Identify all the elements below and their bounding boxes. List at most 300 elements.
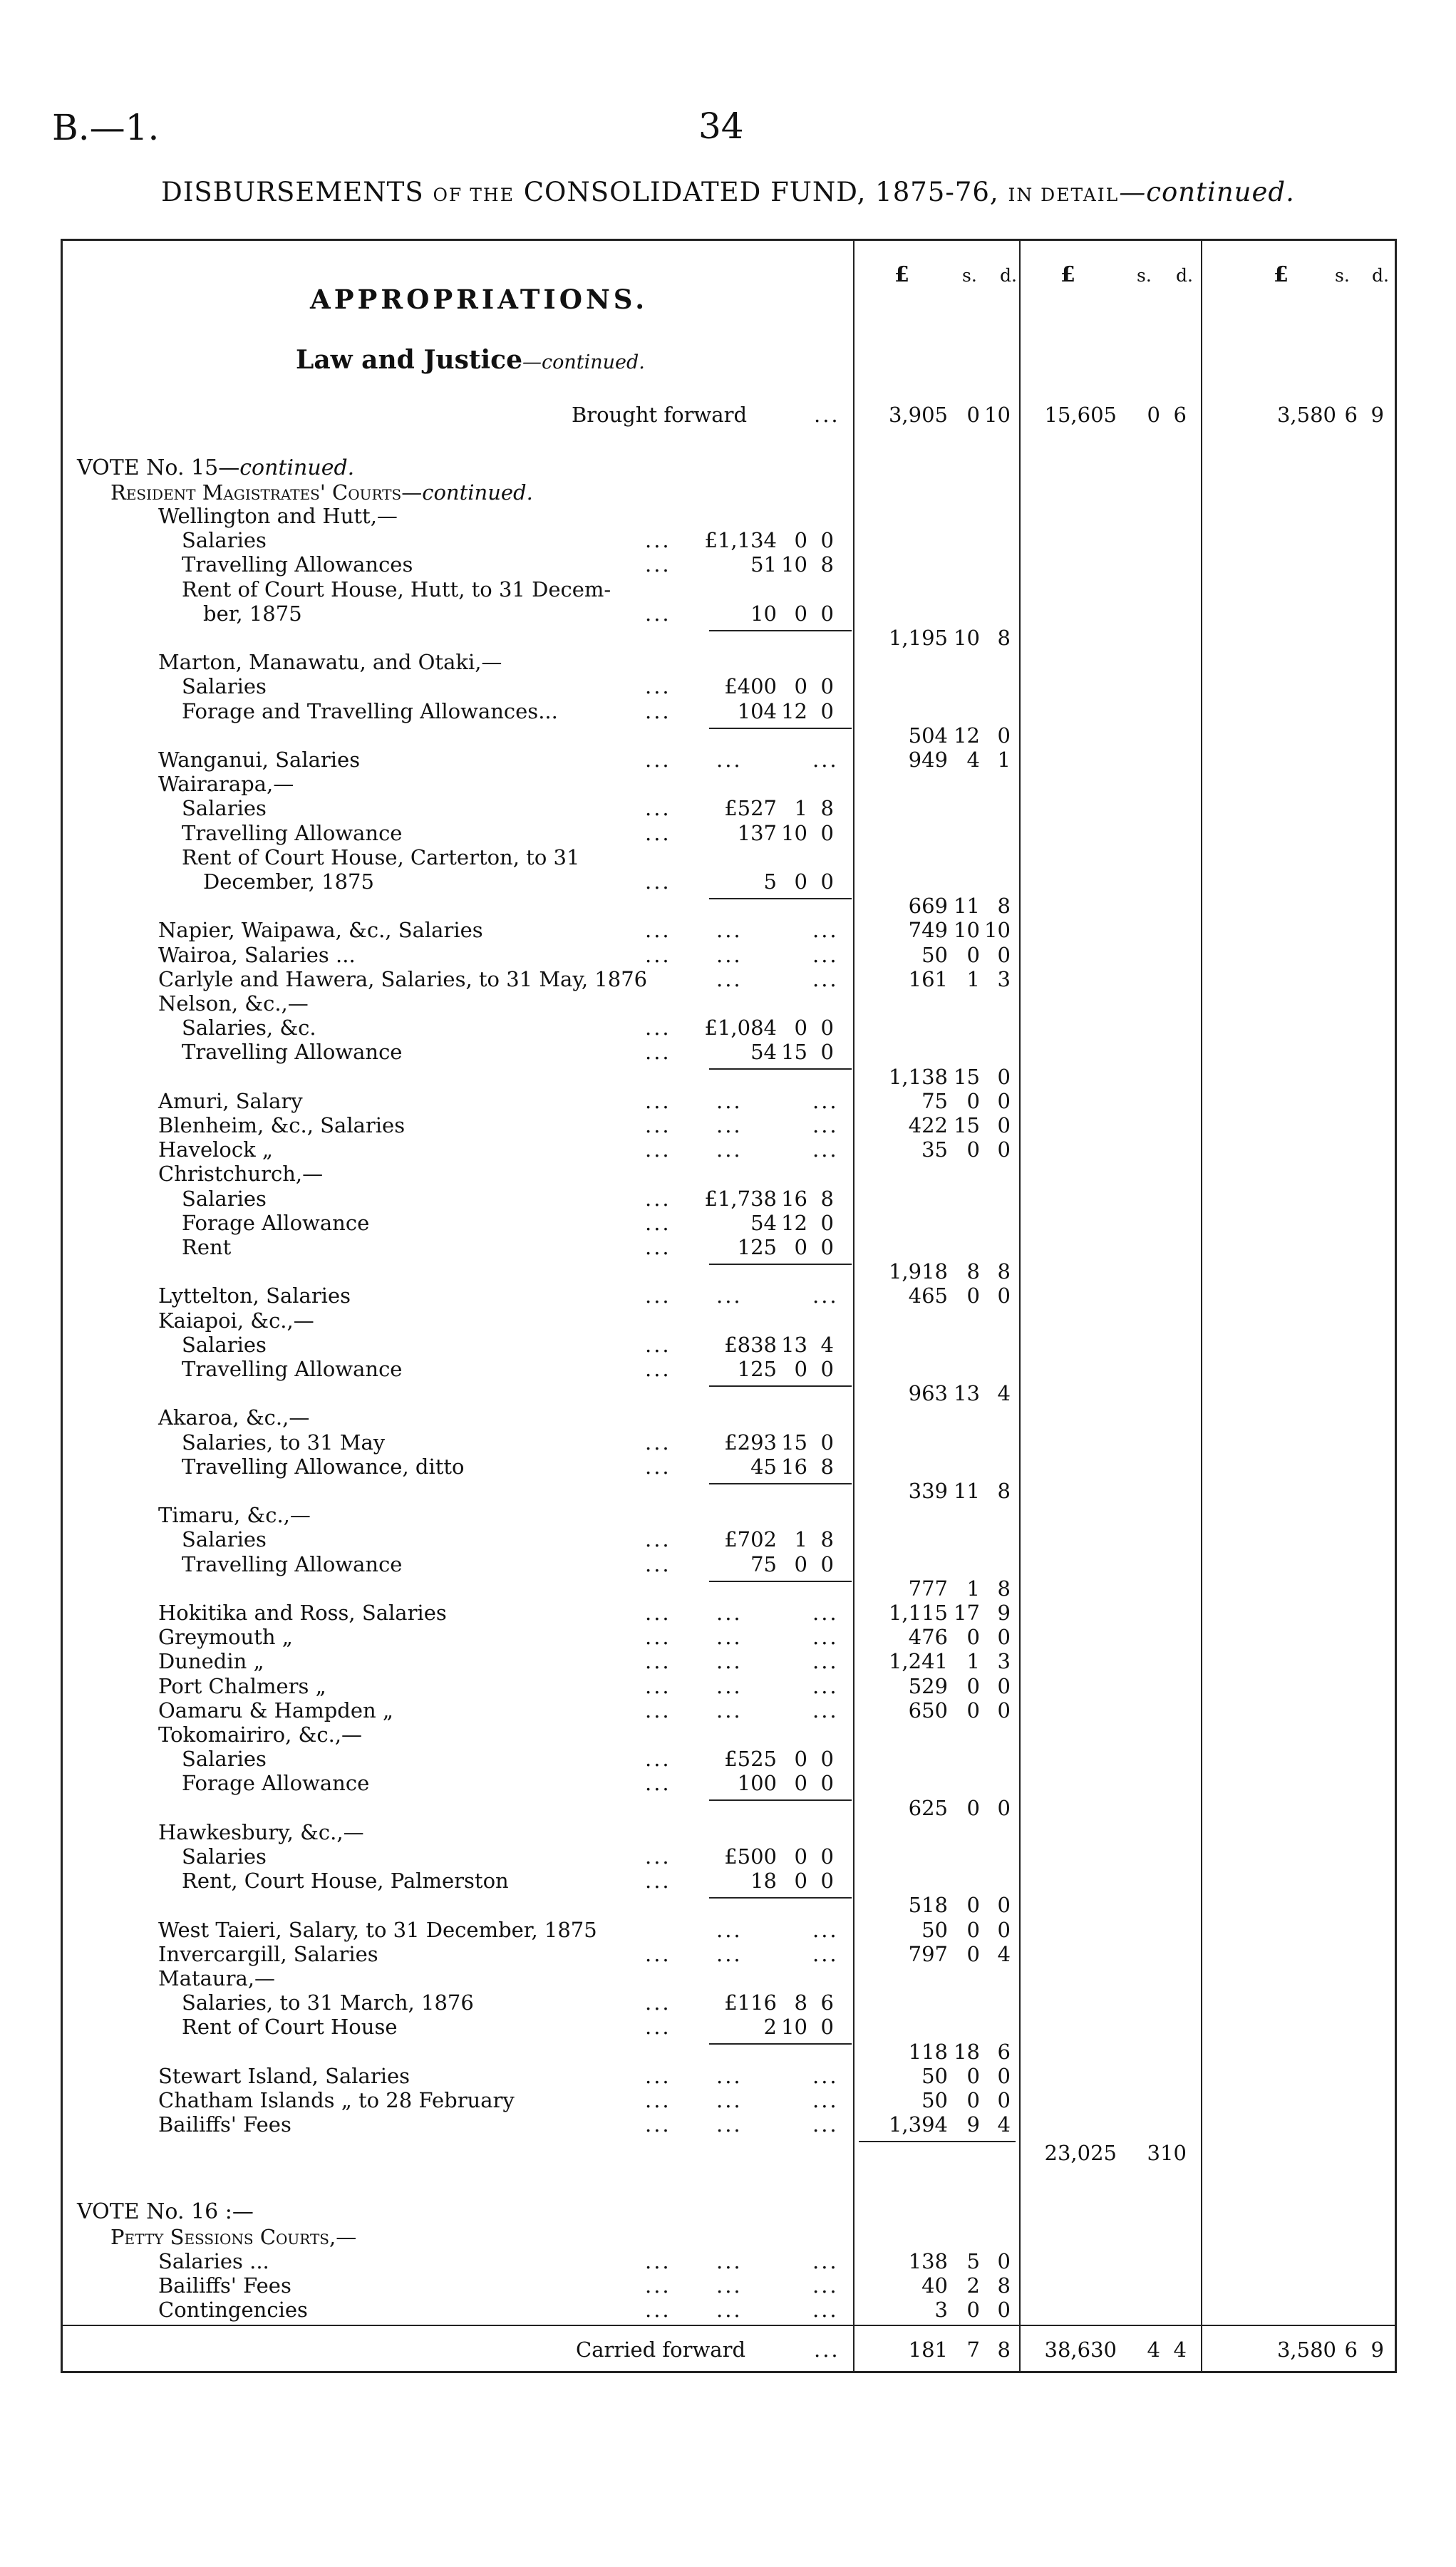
- subtotal-pounds: 161: [908, 967, 948, 991]
- item-label: Bailiffs' Fees: [158, 2112, 291, 2137]
- item-label: Salaries: [182, 1844, 267, 1869]
- detail-pence: 0: [820, 1211, 834, 1235]
- detail-shillings: 1: [794, 1527, 807, 1551]
- leader-dots: ...: [716, 2249, 743, 2273]
- cf-c1-shillings: 7: [966, 2338, 980, 2362]
- table-row: [0, 869, 1456, 894]
- table-row: [0, 1259, 1456, 1284]
- item-label: Nelson, &c.,—: [158, 991, 309, 1016]
- item-label: Wellington and Hutt,—: [158, 504, 398, 528]
- appropriations-heading: APPROPRIATIONS.: [310, 284, 649, 315]
- leader-dots: ...: [645, 1698, 671, 1722]
- subtotal-shillings: 9: [966, 2112, 980, 2137]
- leader-dots: ...: [645, 1844, 671, 1869]
- leader-dots: ...: [812, 2298, 839, 2322]
- table-row: [0, 650, 1456, 674]
- item-label: Travelling Allowance: [182, 1552, 403, 1576]
- table-row: [0, 1625, 1456, 1649]
- col2-shilling: s.: [1137, 265, 1152, 286]
- table-row: [0, 1357, 1456, 1381]
- leader-dots: ...: [716, 1674, 743, 1698]
- subtotal-pence: 3: [997, 967, 1011, 991]
- subtotal-pence: 4: [997, 1942, 1011, 1966]
- vote16-subheading: [0, 2225, 1456, 2249]
- detail-pence: 4: [820, 1333, 834, 1357]
- subtotal-pounds: 50: [921, 2088, 948, 2112]
- detail-pounds: 54: [750, 1211, 777, 1235]
- detail-pence: 8: [820, 1187, 834, 1211]
- col1-pence: d.: [1000, 265, 1017, 286]
- courts-continued: continued.: [422, 480, 533, 505]
- subtotal-pounds: 75: [921, 1089, 948, 1113]
- leader-dots: ...: [645, 1990, 671, 2015]
- subtotal-pounds: 963: [908, 1381, 948, 1405]
- leader-dots: ...: [812, 1137, 839, 1162]
- subtotal-shillings: 0: [966, 1918, 980, 1942]
- carried-forward-label: Carried forward: [576, 2338, 746, 2362]
- ps-pounds: 40: [921, 2273, 948, 2298]
- item-label: Salaries, to 31 May: [182, 1430, 386, 1455]
- detail-pence: 8: [820, 1455, 834, 1479]
- leader-dots: ...: [716, 2273, 743, 2298]
- detail-pence: 0: [820, 2015, 834, 2039]
- leader-dots: ...: [645, 1284, 671, 1308]
- item-label: Hokitika and Ross, Salaries: [158, 1601, 447, 1625]
- subtotal-pounds: 465: [908, 1284, 948, 1308]
- table-row: [0, 845, 1456, 869]
- detail-pence: 0: [820, 1552, 834, 1576]
- table-row: [0, 1966, 1456, 1990]
- leader-dots: ...: [645, 1552, 671, 1576]
- leader-dots: ...: [645, 1430, 671, 1455]
- bf-c1-pounds: 3,905: [888, 403, 948, 427]
- table-row: [0, 601, 1456, 626]
- detail-pence: 0: [820, 1430, 834, 1455]
- table-row: [0, 748, 1456, 772]
- subtotal-shillings: 1: [966, 967, 980, 991]
- table-row: [0, 2273, 1456, 2298]
- leader-dots: ...: [812, 1918, 839, 1942]
- subtotal-shillings: 0: [966, 1137, 980, 1162]
- detail-pence: 6: [820, 1990, 834, 2015]
- leader-dots: ...: [645, 1235, 671, 1259]
- detail-shillings: 0: [794, 1552, 807, 1576]
- leader-dots: ...: [812, 918, 839, 942]
- detail-pence: 0: [820, 1235, 834, 1259]
- table-row: [0, 772, 1456, 796]
- item-label: West Taieri, Salary, to 31 December, 1875: [158, 1918, 597, 1942]
- item-label: Wanganui, Salaries: [158, 748, 361, 772]
- leader-dots: ...: [645, 674, 671, 698]
- leader-dots: ...: [812, 1625, 839, 1649]
- leader-dots: ...: [716, 1698, 743, 1722]
- table-row: [0, 723, 1456, 748]
- leader-dots: ...: [645, 699, 671, 723]
- detail-pounds: 125: [737, 1235, 777, 1259]
- subtotal-pence: 0: [997, 1893, 1011, 1917]
- detail-shillings: 0: [794, 1844, 807, 1869]
- subtotal-pounds: 50: [921, 2064, 948, 2088]
- subtotal-pounds: 504: [908, 723, 948, 748]
- leader-dots: ...: [645, 1942, 671, 1966]
- detail-shillings: 15: [781, 1040, 807, 1064]
- detail-pence: 0: [820, 1844, 834, 1869]
- leader-dots: ...: [812, 1284, 839, 1308]
- detail-pounds: £1,134: [704, 528, 777, 552]
- item-label: Oamaru & Hampden „: [158, 1698, 393, 1722]
- vote16-heading: [0, 2200, 1456, 2224]
- bf-c1-pence: 10: [984, 403, 1011, 427]
- bf-c3-pounds: 3,580: [1276, 403, 1336, 427]
- subtotal-pounds: 1,115: [888, 1601, 948, 1625]
- subtotal-shillings: 0: [966, 2064, 980, 2088]
- vote15-total-pounds: 23,025: [1044, 2141, 1117, 2165]
- item-label: Rent of Court House, Carterton, to 31: [182, 845, 580, 869]
- table-row: [0, 967, 1456, 991]
- leader-dots: ...: [716, 1649, 743, 1673]
- leader-dots: ...: [716, 748, 743, 772]
- item-label: Salaries: [182, 1747, 267, 1771]
- table-row: [0, 1455, 1456, 1479]
- subtotal-pounds: 777: [908, 1576, 948, 1601]
- item-label: Invercargill, Salaries: [158, 1942, 378, 1966]
- cf-c3-pence: 9: [1370, 2338, 1384, 2362]
- table-row: [0, 1796, 1456, 1820]
- leader-dots: ...: [812, 2249, 839, 2273]
- page-number: 34: [698, 105, 744, 147]
- subtotal-shillings: 4: [966, 748, 980, 772]
- cf-c3-pounds: 3,580: [1276, 2338, 1336, 2362]
- item-label: Salaries: [182, 1333, 267, 1357]
- table-row: [0, 894, 1456, 918]
- ps-pounds: 138: [908, 2249, 948, 2273]
- detail-pounds: £838: [724, 1333, 777, 1357]
- detail-pence: 8: [820, 796, 834, 820]
- table-row: [0, 2298, 1456, 2322]
- subtotal-pence: 0: [997, 1625, 1011, 1649]
- leader-dots: ...: [645, 1357, 671, 1381]
- detail-pence: 0: [820, 528, 834, 552]
- col3-pound: £: [1274, 262, 1289, 287]
- brought-forward-label: Brought forward: [572, 403, 748, 427]
- leader-dots: ...: [716, 1284, 743, 1308]
- bf-c3-pence: 9: [1370, 403, 1384, 427]
- leader-dots: ...: [812, 1601, 839, 1625]
- item-label: Forage Allowance: [182, 1211, 370, 1235]
- detail-shillings: 0: [794, 1869, 807, 1893]
- subtotal-shillings: 11: [954, 1479, 980, 1503]
- detail-pounds: £500: [724, 1844, 777, 1869]
- leader-dots: ...: [716, 1113, 743, 1137]
- detail-pounds: £400: [724, 674, 777, 698]
- detail-pounds: 104: [737, 699, 777, 723]
- detail-pounds: £527: [724, 796, 777, 820]
- subtotal-shillings: 0: [966, 1284, 980, 1308]
- subtotal-pounds: 50: [921, 943, 948, 967]
- subtotal-pounds: 1,394: [888, 2112, 948, 2137]
- leader-dots: ...: [645, 918, 671, 942]
- leader-dots: ...: [812, 1113, 839, 1137]
- detail-pounds: 51: [750, 552, 777, 577]
- table-row: [0, 1284, 1456, 1308]
- detail-pence: 0: [820, 699, 834, 723]
- col1-pound: £: [894, 262, 909, 287]
- item-label: Contingencies: [158, 2298, 308, 2322]
- item-label: Salaries, to 31 March, 1876: [182, 1990, 474, 2015]
- item-label: Mataura,—: [158, 1966, 275, 1990]
- detail-pounds: 137: [737, 821, 777, 845]
- table-row: [0, 577, 1456, 601]
- table-row: [0, 1405, 1456, 1430]
- item-label: Stewart Island, Salaries: [158, 2064, 411, 2088]
- leader-dots: ...: [814, 403, 840, 427]
- vote15-heading: [0, 456, 1456, 480]
- detail-pounds: 2: [763, 2015, 777, 2039]
- leader-dots: ...: [812, 1698, 839, 1722]
- item-label: Amuri, Salary: [158, 1089, 303, 1113]
- detail-pounds: £293: [724, 1430, 777, 1455]
- subtotal-shillings: 18: [954, 2040, 980, 2064]
- item-label: Carlyle and Hawera, Salaries, to 31 May, 1876: [158, 967, 648, 991]
- leader-dots: ...: [645, 1649, 671, 1673]
- subtotal-shillings: 0: [966, 2088, 980, 2112]
- table-row: [0, 1137, 1456, 1162]
- subtotal-pounds: 518: [908, 1893, 948, 1917]
- table-row: [0, 1576, 1456, 1601]
- item-label: Wairarapa,—: [158, 772, 294, 796]
- vote15-total-shillings: 3: [1147, 2141, 1160, 2165]
- detail-pounds: 54: [750, 1040, 777, 1064]
- subtotal-pence: 0: [997, 1284, 1011, 1308]
- petty-sessions-label: Petty Sessions Courts,—: [110, 2225, 357, 2249]
- item-label: ber, 1875: [203, 601, 302, 626]
- leader-dots: ...: [645, 1771, 671, 1795]
- table-row: [0, 552, 1456, 577]
- subtotal-pence: 0: [997, 1796, 1011, 1820]
- subtotal-pence: 0: [997, 1065, 1011, 1089]
- leader-dots: ...: [716, 1601, 743, 1625]
- item-label: December, 1875: [203, 869, 374, 894]
- subtotal-shillings: 0: [966, 1698, 980, 1722]
- subtotal-pounds: 669: [908, 894, 948, 918]
- table-row: [0, 1722, 1456, 1747]
- detail-pence: 0: [820, 1040, 834, 1064]
- subtotal-shillings: 0: [966, 1796, 980, 1820]
- cf-c1-pounds: 181: [908, 2338, 948, 2362]
- vote-label: [77, 456, 354, 480]
- subtotal-pence: 0: [997, 1918, 1011, 1942]
- item-label: Tokomairiro, &c.,—: [158, 1722, 363, 1747]
- detail-pounds: £1,084: [704, 1016, 777, 1040]
- leader-dots: ...: [645, 552, 671, 577]
- leader-dots: ...: [645, 821, 671, 845]
- leader-dots: ...: [716, 2064, 743, 2088]
- table-row: [0, 796, 1456, 820]
- subtotal-shillings: 13: [954, 1381, 980, 1405]
- detail-shillings: 0: [794, 601, 807, 626]
- subtotal-pounds: 749: [908, 918, 948, 942]
- col2-pound: £: [1060, 262, 1075, 287]
- detail-shillings: 13: [781, 1333, 807, 1357]
- subtotal-pence: 8: [997, 894, 1011, 918]
- detail-shillings: 0: [794, 1747, 807, 1771]
- leader-dots: ...: [645, 1601, 671, 1625]
- leader-dots: ...: [645, 2273, 671, 2298]
- subtotal-shillings: 10: [954, 918, 980, 942]
- detail-pounds: 5: [763, 869, 777, 894]
- item-label: Rent of Court House: [182, 2015, 398, 2039]
- leader-dots: ...: [645, 943, 671, 967]
- vote15-total-row: [0, 2141, 1456, 2165]
- ps-pounds: 3: [934, 2298, 948, 2322]
- table-row: [0, 1844, 1456, 1869]
- detail-shillings: 15: [781, 1430, 807, 1455]
- table-row: [0, 2088, 1456, 2112]
- table-row: [0, 2040, 1456, 2064]
- item-label: Christchurch,—: [158, 1162, 324, 1186]
- table-row: [0, 528, 1456, 552]
- subtotal-pounds: 1,138: [888, 1065, 948, 1089]
- detail-pence: 8: [820, 552, 834, 577]
- item-label: Salaries: [182, 796, 267, 820]
- leader-dots: ...: [716, 943, 743, 967]
- cf-c2-pounds: 38,630: [1044, 2338, 1117, 2362]
- subtotal-pence: 0: [997, 1137, 1011, 1162]
- leader-dots: ...: [645, 1137, 671, 1162]
- col2-pence: d.: [1176, 265, 1193, 286]
- leader-dots: ...: [645, 1674, 671, 1698]
- item-label: Travelling Allowance: [182, 1040, 403, 1064]
- leader-dots: ...: [812, 2088, 839, 2112]
- detail-pounds: 75: [750, 1552, 777, 1576]
- detail-shillings: 16: [781, 1455, 807, 1479]
- leader-dots: ...: [645, 1016, 671, 1040]
- leader-dots: ...: [645, 528, 671, 552]
- section-heading: Law and Justice—continued.: [296, 345, 645, 375]
- leader-dots: ...: [716, 1942, 743, 1966]
- leader-dots: ...: [645, 1113, 671, 1137]
- subtotal-shillings: 0: [966, 1893, 980, 1917]
- table-row: [0, 2249, 1456, 2273]
- subtotal-pence: 0: [997, 723, 1011, 748]
- leader-dots: ...: [716, 1625, 743, 1649]
- subtotal-pence: 0: [997, 1698, 1011, 1722]
- item-label: Dunedin „: [158, 1649, 264, 1673]
- item-label: Salaries ...: [158, 2249, 269, 2273]
- leader-dots: ...: [645, 2015, 671, 2039]
- table-row: [0, 1430, 1456, 1455]
- detail-shillings: 0: [794, 674, 807, 698]
- detail-shillings: 0: [794, 1357, 807, 1381]
- table-row: [0, 1990, 1456, 2015]
- leader-dots: ...: [645, 1747, 671, 1771]
- item-label: Salaries: [182, 1187, 267, 1211]
- leader-dots: ...: [645, 2064, 671, 2088]
- table-row: [0, 504, 1456, 528]
- detail-pounds: 45: [750, 1455, 777, 1479]
- page-title: DISBURSEMENTS OF THE CONSOLIDATED FUND, 1875-76, IN DETAIL—continued.: [161, 177, 1295, 207]
- detail-pence: 0: [820, 869, 834, 894]
- leader-dots: ...: [645, 1869, 671, 1893]
- detail-shillings: 0: [794, 1235, 807, 1259]
- table-row: [0, 1893, 1456, 1917]
- subtotal-pence: 4: [997, 2112, 1011, 2137]
- item-label: Port Chalmers „: [158, 1674, 326, 1698]
- detail-pounds: £702: [724, 1527, 777, 1551]
- table-row: [0, 1308, 1456, 1333]
- detail-pence: 0: [820, 821, 834, 845]
- table-row: [0, 991, 1456, 1016]
- leader-dots: ...: [812, 1089, 839, 1113]
- table-row: [0, 2112, 1456, 2137]
- subtotal-shillings: 0: [966, 1674, 980, 1698]
- detail-shillings: 10: [781, 2015, 807, 2039]
- leader-dots: ...: [812, 2273, 839, 2298]
- subtotal-pence: 10: [984, 918, 1011, 942]
- subtotal-pounds: 529: [908, 1674, 948, 1698]
- ps-shillings: 5: [966, 2249, 980, 2273]
- courts-heading: [110, 480, 533, 505]
- table-row: [0, 1187, 1456, 1211]
- footer-rule: [61, 2325, 1397, 2326]
- detail-pounds: 18: [750, 1869, 777, 1893]
- item-label: Akaroa, &c.,—: [158, 1405, 310, 1430]
- vote15-subheading: [0, 480, 1456, 505]
- ps-shillings: 2: [966, 2273, 980, 2298]
- leader-dots: ...: [716, 2088, 743, 2112]
- leader-dots: ...: [812, 1674, 839, 1698]
- detail-pence: 0: [820, 1357, 834, 1381]
- subtotal-pence: 8: [997, 626, 1011, 650]
- leader-dots: ...: [812, 943, 839, 967]
- detail-shillings: 10: [781, 552, 807, 577]
- table-row: [0, 1601, 1456, 1625]
- table-row: [0, 1065, 1456, 1089]
- item-label: Salaries: [182, 674, 267, 698]
- vote15-total-pence: 10: [1160, 2141, 1187, 2165]
- subtotal-shillings: 8: [966, 1259, 980, 1284]
- detail-shillings: 0: [794, 1016, 807, 1040]
- subtotal-shillings: 1: [966, 1649, 980, 1673]
- bf-c2-pounds: 15,605: [1044, 403, 1117, 427]
- subtotal-pence: 0: [997, 943, 1011, 967]
- leader-dots: ...: [645, 796, 671, 820]
- table-row: [0, 1820, 1456, 1844]
- item-label: Rent, Court House, Palmerston: [182, 1869, 509, 1893]
- detail-pence: 0: [820, 674, 834, 698]
- ps-pence: 8: [997, 2273, 1011, 2298]
- item-label: Timaru, &c.,—: [158, 1503, 311, 1527]
- item-label: Forage Allowance: [182, 1771, 370, 1795]
- leader-dots: ...: [716, 967, 743, 991]
- col3-shilling: s.: [1335, 265, 1350, 286]
- item-label: Havelock „: [158, 1137, 273, 1162]
- leader-dots: ...: [716, 1137, 743, 1162]
- subtotal-pence: 3: [997, 1649, 1011, 1673]
- subtotal-pounds: 1,195: [888, 626, 948, 650]
- leader-dots: ...: [645, 2298, 671, 2322]
- brought-forward-row: [0, 403, 1456, 427]
- bf-c1-shillings: 0: [966, 403, 980, 427]
- table-row: [0, 1552, 1456, 1576]
- table-row: [0, 1674, 1456, 1698]
- detail-shillings: 0: [794, 1771, 807, 1795]
- detail-shillings: 10: [781, 821, 807, 845]
- col3-pence: d.: [1372, 265, 1389, 286]
- item-label: Salaries: [182, 528, 267, 552]
- table-row: [0, 1333, 1456, 1357]
- leader-dots: ...: [645, 1040, 671, 1064]
